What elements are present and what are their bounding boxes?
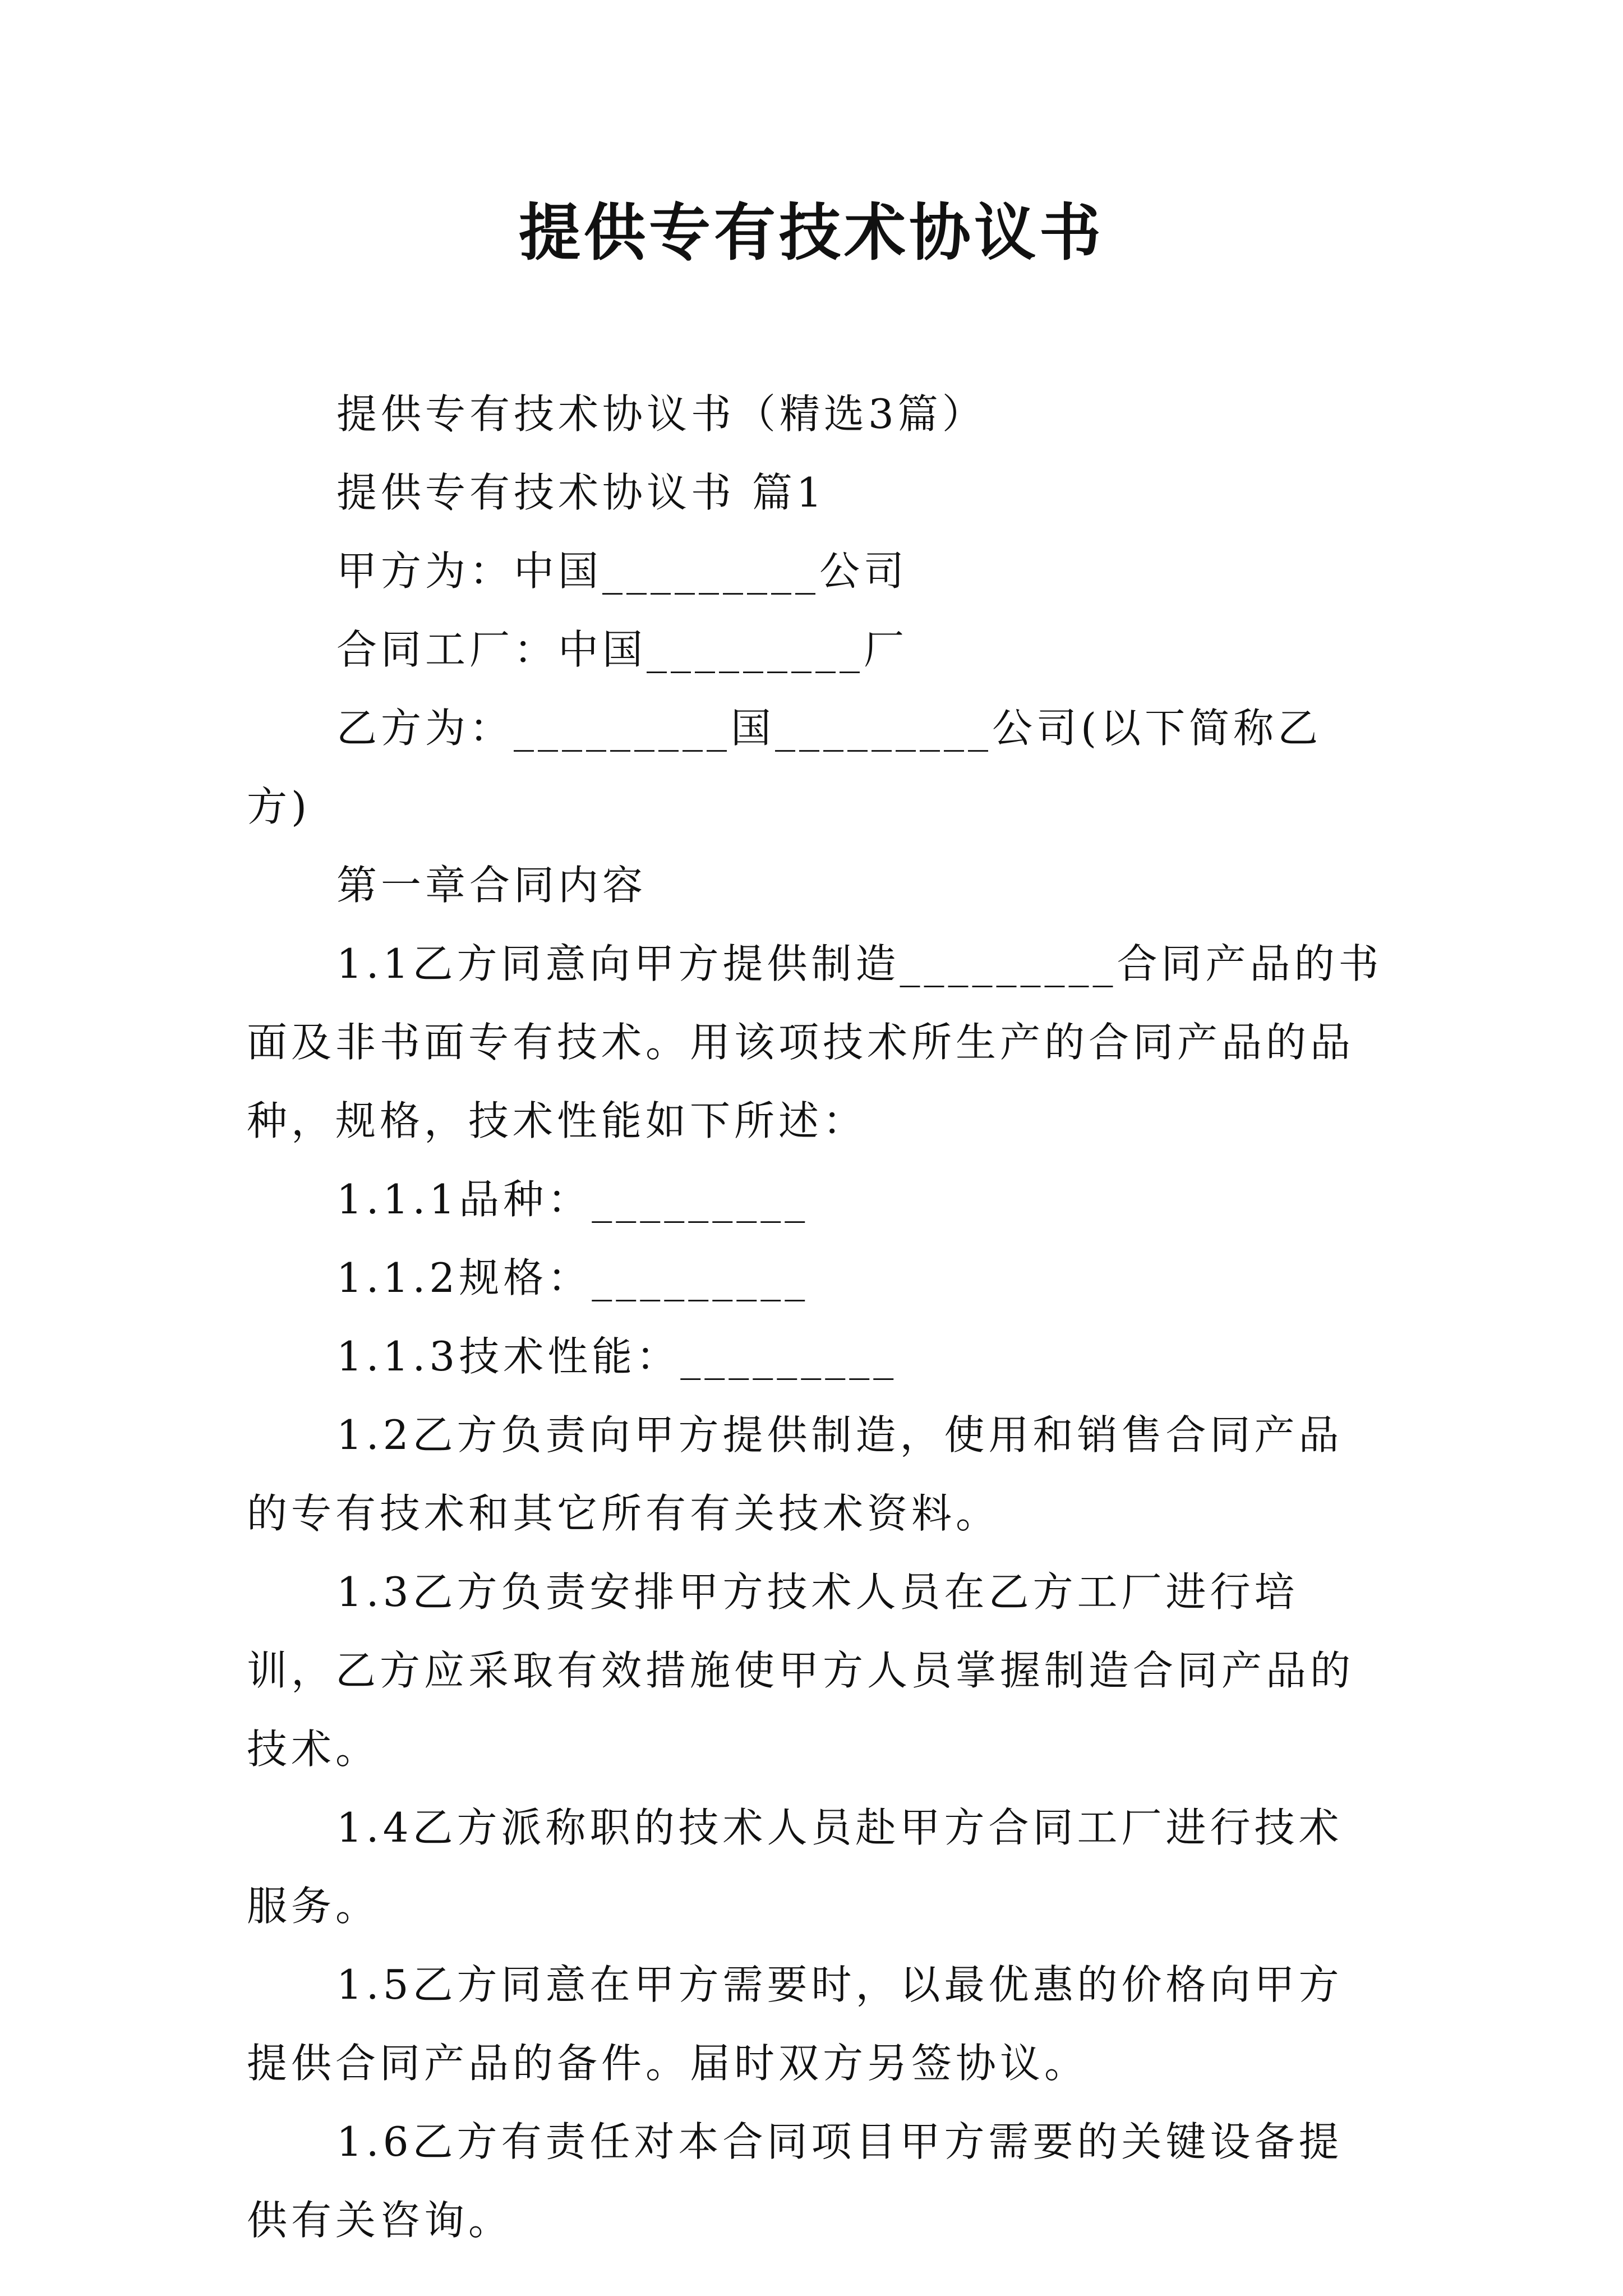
paragraph-party-a: 甲方为：中国_________公司 <box>336 547 909 595</box>
paragraph-party-b: 乙方为：_________国_________公司(以下简称乙方) <box>247 705 1322 830</box>
paragraph-contract-factory: 合同工厂：中国_________厂 <box>336 626 909 673</box>
paragraph-clause-1-3: 1.3乙方负责安排甲方技术人员在乙方工厂进行培训，乙方应采取有效措施使甲方人员掌握制造合同产品的技术。 <box>247 1568 1355 1773</box>
paragraph-clause-1-1: 1.1乙方同意向甲方提供制造_________合同产品的书面及非书面专有技术。用该项技术所生产的合同产品的品种，规格，技术性能如下所述： <box>247 940 1383 1144</box>
paragraph-clause-1-4: 1.4乙方派称职的技术人员赴甲方合同工厂进行技术服务。 <box>247 1804 1343 1930</box>
paragraph-clause-1-1-3: 1.1.3技术性能：_________ <box>336 1333 898 1380</box>
document-body <box>247 375 1385 2260</box>
document-title: 提供专有技术协议书 <box>519 196 1104 269</box>
paragraph-clause-1-6: 1.6乙方有责任对本合同项目甲方需要的关键设备提供有关咨询。 <box>247 2118 1343 2244</box>
paragraph-part-heading: 提供专有技术协议书 篇1 <box>336 469 826 516</box>
paragraph-chapter-heading: 第一章合同内容 <box>336 862 647 909</box>
paragraph-clause-1-5: 1.5乙方同意在甲方需要时，以最优惠的价格向甲方提供合同产品的备件。届时双方另签协议。 <box>247 1961 1343 2087</box>
paragraph-clause-1-2: 1.2乙方负责向甲方提供制造，使用和销售合同产品的专有技术和其它所有有关技术资料。 <box>247 1411 1343 1537</box>
paragraph-clause-1-1-2: 1.1.2规格：_________ <box>336 1254 809 1301</box>
paragraph-subtitle: 提供专有技术协议书（精选3篇） <box>336 390 986 438</box>
paragraph-clause-1-1-1: 1.1.1品种：_________ <box>336 1176 809 1223</box>
